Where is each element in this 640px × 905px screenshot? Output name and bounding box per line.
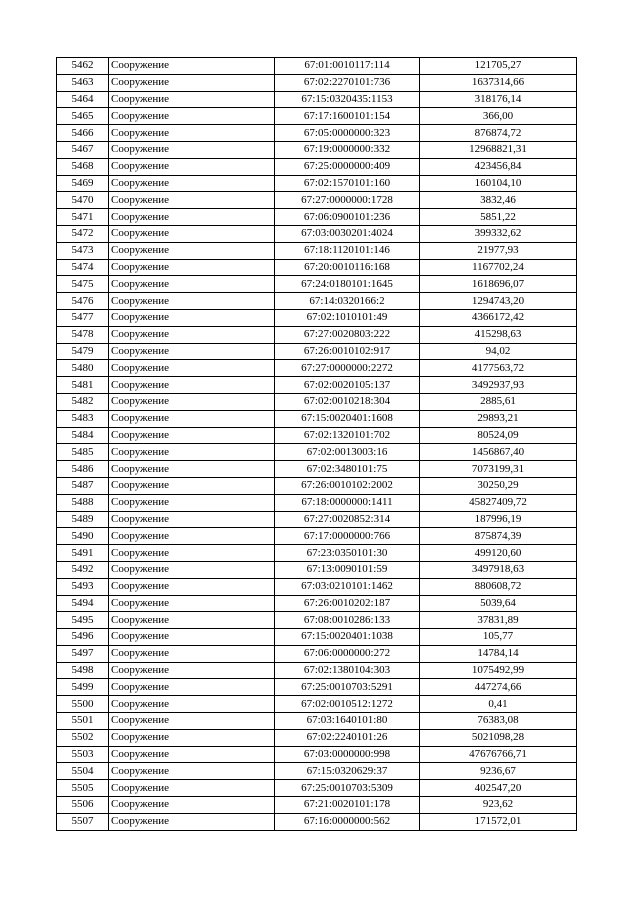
cadastral-number-cell: 67:23:0350101:30 xyxy=(275,545,420,562)
cadastral-number-cell: 67:18:0000000:1411 xyxy=(275,494,420,511)
row-number-cell: 5479 xyxy=(57,343,109,360)
value-cell: 499120,60 xyxy=(420,545,577,562)
table-row xyxy=(57,91,577,108)
value-cell: 7073199,31 xyxy=(420,461,577,478)
cadastral-number-cell: 67:17:1600101:154 xyxy=(275,108,420,125)
object-type-cell: Сооружение xyxy=(109,276,275,293)
value-cell: 5851,22 xyxy=(420,209,577,226)
object-type-cell: Сооружение xyxy=(109,393,275,410)
value-cell: 2885,61 xyxy=(420,393,577,410)
row-number-cell: 5481 xyxy=(57,377,109,394)
row-number-cell: 5500 xyxy=(57,696,109,713)
value-cell: 1167702,24 xyxy=(420,259,577,276)
table-body xyxy=(57,58,577,831)
value-cell: 1294743,20 xyxy=(420,293,577,310)
object-type-cell: Сооружение xyxy=(109,427,275,444)
row-number-cell: 5474 xyxy=(57,259,109,276)
object-type-cell: Сооружение xyxy=(109,780,275,797)
row-number-cell: 5503 xyxy=(57,746,109,763)
object-type-cell: Сооружение xyxy=(109,813,275,830)
object-type-cell: Сооружение xyxy=(109,242,275,259)
cadastral-number-cell: 67:02:1320101:702 xyxy=(275,427,420,444)
table-row xyxy=(57,309,577,326)
table-row xyxy=(57,209,577,226)
cadastral-number-cell: 67:02:0020105:137 xyxy=(275,377,420,394)
row-number-cell: 5487 xyxy=(57,477,109,494)
object-type-cell: Сооружение xyxy=(109,125,275,142)
row-number-cell: 5492 xyxy=(57,561,109,578)
value-cell: 121705,27 xyxy=(420,58,577,75)
cadastral-number-cell: 67:26:0010102:2002 xyxy=(275,477,420,494)
row-number-cell: 5493 xyxy=(57,578,109,595)
object-type-cell: Сооружение xyxy=(109,461,275,478)
object-type-cell: Сооружение xyxy=(109,612,275,629)
row-number-cell: 5483 xyxy=(57,410,109,427)
table-row xyxy=(57,58,577,75)
table-row xyxy=(57,477,577,494)
cadastral-number-cell: 67:16:0000000:562 xyxy=(275,813,420,830)
object-type-cell: Сооружение xyxy=(109,259,275,276)
row-number-cell: 5477 xyxy=(57,309,109,326)
cadastral-number-cell: 67:08:0010286:133 xyxy=(275,612,420,629)
table-row xyxy=(57,259,577,276)
value-cell: 923,62 xyxy=(420,797,577,814)
object-type-cell: Сооружение xyxy=(109,713,275,730)
cadastral-number-cell: 67:15:0320435:1153 xyxy=(275,91,420,108)
row-number-cell: 5476 xyxy=(57,293,109,310)
value-cell: 5039,64 xyxy=(420,595,577,612)
cadastral-number-cell: 67:27:0000000:1728 xyxy=(275,192,420,209)
row-number-cell: 5484 xyxy=(57,427,109,444)
value-cell: 1456867,40 xyxy=(420,444,577,461)
row-number-cell: 5480 xyxy=(57,360,109,377)
value-cell: 45827409,72 xyxy=(420,494,577,511)
object-type-cell: Сооружение xyxy=(109,578,275,595)
object-type-cell: Сооружение xyxy=(109,91,275,108)
table-row xyxy=(57,293,577,310)
object-type-cell: Сооружение xyxy=(109,192,275,209)
cadastral-number-cell: 67:15:0020401:1608 xyxy=(275,410,420,427)
row-number-cell: 5482 xyxy=(57,393,109,410)
row-number-cell: 5469 xyxy=(57,175,109,192)
object-type-cell: Сооружение xyxy=(109,763,275,780)
cadastral-number-cell: 67:18:1120101:146 xyxy=(275,242,420,259)
table-row xyxy=(57,192,577,209)
table-row xyxy=(57,763,577,780)
cadastral-number-cell: 67:02:2240101:26 xyxy=(275,729,420,746)
cadastral-number-cell: 67:02:1570101:160 xyxy=(275,175,420,192)
object-type-cell: Сооружение xyxy=(109,528,275,545)
value-cell: 94,02 xyxy=(420,343,577,360)
table-row xyxy=(57,746,577,763)
object-type-cell: Сооружение xyxy=(109,444,275,461)
cadastral-number-cell: 67:02:1380104:303 xyxy=(275,662,420,679)
value-cell: 0,41 xyxy=(420,696,577,713)
object-type-cell: Сооружение xyxy=(109,477,275,494)
value-cell: 876874,72 xyxy=(420,125,577,142)
value-cell: 171572,01 xyxy=(420,813,577,830)
value-cell: 402547,20 xyxy=(420,780,577,797)
table-row xyxy=(57,377,577,394)
object-type-cell: Сооружение xyxy=(109,309,275,326)
row-number-cell: 5504 xyxy=(57,763,109,780)
cadastral-number-cell: 67:27:0020852:314 xyxy=(275,511,420,528)
table-row xyxy=(57,679,577,696)
cadastral-number-cell: 67:14:0320166:2 xyxy=(275,293,420,310)
object-type-cell: Сооружение xyxy=(109,141,275,158)
row-number-cell: 5494 xyxy=(57,595,109,612)
cadastral-number-cell: 67:15:0320629:37 xyxy=(275,763,420,780)
cadastral-number-cell: 67:27:0020803:222 xyxy=(275,326,420,343)
cadastral-number-cell: 67:26:0010202:187 xyxy=(275,595,420,612)
row-number-cell: 5498 xyxy=(57,662,109,679)
table-row xyxy=(57,780,577,797)
cadastral-number-cell: 67:02:2270101:736 xyxy=(275,74,420,91)
object-type-cell: Сооружение xyxy=(109,360,275,377)
table-row xyxy=(57,595,577,612)
value-cell: 5021098,28 xyxy=(420,729,577,746)
object-type-cell: Сооружение xyxy=(109,343,275,360)
row-number-cell: 5472 xyxy=(57,225,109,242)
value-cell: 12968821,31 xyxy=(420,141,577,158)
table-row xyxy=(57,813,577,830)
table-row xyxy=(57,276,577,293)
value-cell: 366,00 xyxy=(420,108,577,125)
cadastral-number-cell: 67:02:0013003:16 xyxy=(275,444,420,461)
value-cell: 1075492,99 xyxy=(420,662,577,679)
row-number-cell: 5486 xyxy=(57,461,109,478)
table-row xyxy=(57,175,577,192)
value-cell: 880608,72 xyxy=(420,578,577,595)
object-type-cell: Сооружение xyxy=(109,729,275,746)
table-row xyxy=(57,612,577,629)
table-row xyxy=(57,696,577,713)
object-type-cell: Сооружение xyxy=(109,696,275,713)
cadastral-number-cell: 67:21:0020101:178 xyxy=(275,797,420,814)
cadastral-number-cell: 67:02:0010512:1272 xyxy=(275,696,420,713)
value-cell: 1637314,66 xyxy=(420,74,577,91)
document-page xyxy=(56,57,576,831)
table-row xyxy=(57,360,577,377)
value-cell: 29893,21 xyxy=(420,410,577,427)
value-cell: 399332,62 xyxy=(420,225,577,242)
table-row xyxy=(57,545,577,562)
value-cell: 415298,63 xyxy=(420,326,577,343)
row-number-cell: 5470 xyxy=(57,192,109,209)
table-row xyxy=(57,444,577,461)
table-row xyxy=(57,561,577,578)
row-number-cell: 5491 xyxy=(57,545,109,562)
object-type-cell: Сооружение xyxy=(109,74,275,91)
row-number-cell: 5505 xyxy=(57,780,109,797)
row-number-cell: 5464 xyxy=(57,91,109,108)
object-type-cell: Сооружение xyxy=(109,209,275,226)
row-number-cell: 5501 xyxy=(57,713,109,730)
object-type-cell: Сооружение xyxy=(109,58,275,75)
table-row xyxy=(57,108,577,125)
object-type-cell: Сооружение xyxy=(109,377,275,394)
value-cell: 4366172,42 xyxy=(420,309,577,326)
row-number-cell: 5462 xyxy=(57,58,109,75)
cadastral-number-cell: 67:25:0000000:409 xyxy=(275,158,420,175)
cadastral-number-cell: 67:13:0090101:59 xyxy=(275,561,420,578)
cadastral-number-cell: 67:17:0000000:766 xyxy=(275,528,420,545)
table-row xyxy=(57,528,577,545)
table-row xyxy=(57,125,577,142)
value-cell: 105,77 xyxy=(420,629,577,646)
row-number-cell: 5502 xyxy=(57,729,109,746)
row-number-cell: 5499 xyxy=(57,679,109,696)
table-row xyxy=(57,242,577,259)
value-cell: 47676766,71 xyxy=(420,746,577,763)
row-number-cell: 5496 xyxy=(57,629,109,646)
object-type-cell: Сооружение xyxy=(109,175,275,192)
object-type-cell: Сооружение xyxy=(109,158,275,175)
table-row xyxy=(57,225,577,242)
table-row xyxy=(57,629,577,646)
value-cell: 37831,89 xyxy=(420,612,577,629)
row-number-cell: 5478 xyxy=(57,326,109,343)
object-type-cell: Сооружение xyxy=(109,293,275,310)
object-type-cell: Сооружение xyxy=(109,746,275,763)
row-number-cell: 5463 xyxy=(57,74,109,91)
table-row xyxy=(57,158,577,175)
table-row xyxy=(57,461,577,478)
value-cell: 318176,14 xyxy=(420,91,577,108)
data-table xyxy=(56,57,577,831)
value-cell: 80524,09 xyxy=(420,427,577,444)
cadastral-number-cell: 67:06:0000000:272 xyxy=(275,645,420,662)
object-type-cell: Сооружение xyxy=(109,679,275,696)
object-type-cell: Сооружение xyxy=(109,326,275,343)
row-number-cell: 5507 xyxy=(57,813,109,830)
cadastral-number-cell: 67:20:0010116:168 xyxy=(275,259,420,276)
cadastral-number-cell: 67:15:0020401:1038 xyxy=(275,629,420,646)
object-type-cell: Сооружение xyxy=(109,595,275,612)
value-cell: 160104,10 xyxy=(420,175,577,192)
value-cell: 76383,08 xyxy=(420,713,577,730)
table-row xyxy=(57,713,577,730)
object-type-cell: Сооружение xyxy=(109,225,275,242)
row-number-cell: 5495 xyxy=(57,612,109,629)
table-row xyxy=(57,326,577,343)
value-cell: 875874,39 xyxy=(420,528,577,545)
object-type-cell: Сооружение xyxy=(109,662,275,679)
value-cell: 3832,46 xyxy=(420,192,577,209)
value-cell: 21977,93 xyxy=(420,242,577,259)
value-cell: 3492937,93 xyxy=(420,377,577,394)
object-type-cell: Сооружение xyxy=(109,410,275,427)
value-cell: 4177563,72 xyxy=(420,360,577,377)
row-number-cell: 5468 xyxy=(57,158,109,175)
table-row xyxy=(57,343,577,360)
cadastral-number-cell: 67:24:0180101:1645 xyxy=(275,276,420,293)
object-type-cell: Сооружение xyxy=(109,561,275,578)
row-number-cell: 5485 xyxy=(57,444,109,461)
row-number-cell: 5489 xyxy=(57,511,109,528)
object-type-cell: Сооружение xyxy=(109,511,275,528)
object-type-cell: Сооружение xyxy=(109,494,275,511)
table-row xyxy=(57,410,577,427)
row-number-cell: 5471 xyxy=(57,209,109,226)
table-row xyxy=(57,74,577,91)
table-row xyxy=(57,141,577,158)
table-row xyxy=(57,729,577,746)
row-number-cell: 5475 xyxy=(57,276,109,293)
value-cell: 9236,67 xyxy=(420,763,577,780)
object-type-cell: Сооружение xyxy=(109,629,275,646)
cadastral-number-cell: 67:25:0010703:5291 xyxy=(275,679,420,696)
table-row xyxy=(57,578,577,595)
value-cell: 447274,66 xyxy=(420,679,577,696)
row-number-cell: 5497 xyxy=(57,645,109,662)
value-cell: 187996,19 xyxy=(420,511,577,528)
table-row xyxy=(57,797,577,814)
cadastral-number-cell: 67:03:1640101:80 xyxy=(275,713,420,730)
value-cell: 1618696,07 xyxy=(420,276,577,293)
row-number-cell: 5473 xyxy=(57,242,109,259)
row-number-cell: 5490 xyxy=(57,528,109,545)
table-row xyxy=(57,427,577,444)
row-number-cell: 5465 xyxy=(57,108,109,125)
object-type-cell: Сооружение xyxy=(109,108,275,125)
object-type-cell: Сооружение xyxy=(109,545,275,562)
table-row xyxy=(57,494,577,511)
cadastral-number-cell: 67:03:0030201:4024 xyxy=(275,225,420,242)
cadastral-number-cell: 67:03:0000000:998 xyxy=(275,746,420,763)
cadastral-number-cell: 67:06:0900101:236 xyxy=(275,209,420,226)
row-number-cell: 5466 xyxy=(57,125,109,142)
table-row xyxy=(57,393,577,410)
value-cell: 30250,29 xyxy=(420,477,577,494)
table-row xyxy=(57,662,577,679)
value-cell: 14784,14 xyxy=(420,645,577,662)
table-row xyxy=(57,511,577,528)
cadastral-number-cell: 67:02:0010218:304 xyxy=(275,393,420,410)
row-number-cell: 5506 xyxy=(57,797,109,814)
cadastral-number-cell: 67:05:0000000:323 xyxy=(275,125,420,142)
table-row xyxy=(57,645,577,662)
object-type-cell: Сооружение xyxy=(109,645,275,662)
cadastral-number-cell: 67:19:0000000:332 xyxy=(275,141,420,158)
cadastral-number-cell: 67:01:0010117:114 xyxy=(275,58,420,75)
cadastral-number-cell: 67:02:1010101:49 xyxy=(275,309,420,326)
cadastral-number-cell: 67:26:0010102:917 xyxy=(275,343,420,360)
cadastral-number-cell: 67:27:0000000:2272 xyxy=(275,360,420,377)
object-type-cell: Сооружение xyxy=(109,797,275,814)
row-number-cell: 5488 xyxy=(57,494,109,511)
row-number-cell: 5467 xyxy=(57,141,109,158)
cadastral-number-cell: 67:03:0210101:1462 xyxy=(275,578,420,595)
value-cell: 3497918,63 xyxy=(420,561,577,578)
cadastral-number-cell: 67:25:0010703:5309 xyxy=(275,780,420,797)
value-cell: 423456,84 xyxy=(420,158,577,175)
cadastral-number-cell: 67:02:3480101:75 xyxy=(275,461,420,478)
